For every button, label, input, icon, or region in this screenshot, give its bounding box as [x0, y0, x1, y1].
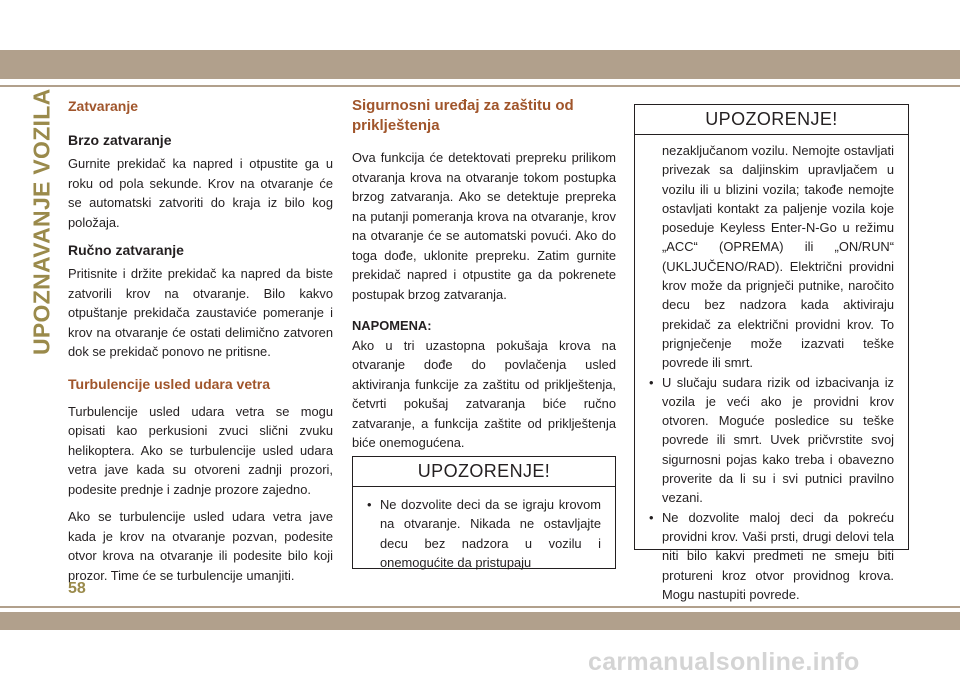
header-band: [0, 50, 960, 79]
subtitle-express-close: Brzo zatvaranje: [68, 132, 172, 148]
column-middle: [352, 98, 616, 461]
site-watermark: carmanualsonline.info: [588, 648, 860, 676]
warning-title-2: UPOZORENJE!: [635, 105, 908, 135]
chapter-side-tab: UPOZNAVANJE VOZILA: [28, 88, 55, 355]
section-title-closing: Zatvaranje: [68, 98, 139, 114]
warning-box-2: [634, 104, 909, 602]
section-title-pinch-protection: Sigurnosni uređaj za zaštitu od priklještenja: [352, 97, 574, 134]
warning-2-continued-text: nezaključanom vozilu. Nemojte ostavljati privezak sa daljinskim upravljačem u vozilu ili u blizini vozila; takođe nemojte ostavljati kontakt za paljenje vozila koje poseduje Keyless Enter-N-Go u režimu „ACC“ (OPREMA) ili „ON/RUN“ (UKLJUČENO/RAD). Električni providni krov može da prignječi putnike, naročito decu bez nadzora kada aktiviraju prekidač za električni providni krov. To prignječenje može izazvati teške povrede ili smrt.: [662, 143, 894, 371]
paragraph-wind-buffeting-1: Turbulencije usled udara vetra se mogu opisati kao perkusioni zvuci slični zvuku helikoptera. Ako se turbulencije usled udara vetra jave kada su otvoreni zadnji prozori, podesite prednje i zadnje prozore zajedno.: [68, 403, 333, 497]
footer-rule: [0, 606, 960, 608]
column-left: [68, 98, 333, 593]
warning-2-item-ejection: • U slučaju sudara rizik od izbacivanja iz vozila je veći ako je providni krov otvoren. Moguće posledice su teške povrede ili smrt. Uvek pričvrstite svoj sigurnosni pojas kako treba i obavezno proverite da li su i svi putnici pravilno vezani.: [649, 373, 894, 508]
footer-band: [0, 612, 960, 630]
paragraph-manual-close: Pritisnite i držite prekidač ka napred da biste zatvorili krov na otvaranje. Bilo kakvo otpuštanje prekidača zaustaviće pomeranje i krov na otvaranje će ostati delimično zatvoren dok se prekidač ponovo ne pritisne.: [68, 266, 333, 359]
warning-box-1: [352, 456, 616, 569]
page-number: 58: [68, 580, 86, 597]
warning-1-item: • Ne dozvolite deci da se igraju krovom na otvaranje. Nikada ne ostavljajte decu bez nadzora u vozilu i onemogućite da pristupaju: [367, 495, 601, 572]
header-rule: [0, 85, 960, 87]
subtitle-manual-close: Ručno zatvaranje: [68, 242, 184, 258]
note-label: NAPOMENA:: [352, 318, 432, 333]
paragraph-express-close: Gurnite prekidač ka napred i otpustite ga u roku od pola sekunde. Krov na otvaranje će se automatski zatvoriti do kraja iz bilo kog položaja.: [68, 156, 333, 230]
paragraph-pinch-protection: Ova funkcija će detektovati prepreku prilikom otvaranja krova na otvaranje tokom postupka brzog zatvaranja. Ako se detektuje prepreka na putanji pomeranja krova na otvaranje, krov na otvaranje će se automatski povući. Ako do toga dođe, uklonite prepreku. Zatim gurnite prekidač napred i otpustite ga da pokrenete postupak brzog zatvaranja.: [352, 150, 616, 302]
note-text: Ako u tri uzastopna pokušaja krova na otvaranje dođe do povlačenja usled aktiviranja funkcije za zaštitu od priklještenja, četvrti pokušaj zatvaranja biće ručno zatvaranje, a funkcija zaštite od priklještenja biće onemogućena.: [352, 337, 616, 450]
paragraph-wind-buffeting-2: Ako se turbulencije usled udara vetra jave kada je krov na otvaranje pozvan, podesite otvor krova na otvaranje ili podesite bilo koji prozor. Time će se turbulencije umanjiti.: [68, 509, 333, 583]
section-title-wind-buffeting: Turbulencije usled udara vetra: [68, 375, 271, 392]
warning-2-item-children: • Ne dozvolite maloj deci da pokreću providni krov. Vaši prsti, drugi delovi tela niti bilo kakvi predmeti ne smeju biti protureni kroz otvor providnog krova. Mogu nastupiti povrede.: [649, 508, 894, 604]
warning-title-1: UPOZORENJE!: [353, 457, 615, 487]
